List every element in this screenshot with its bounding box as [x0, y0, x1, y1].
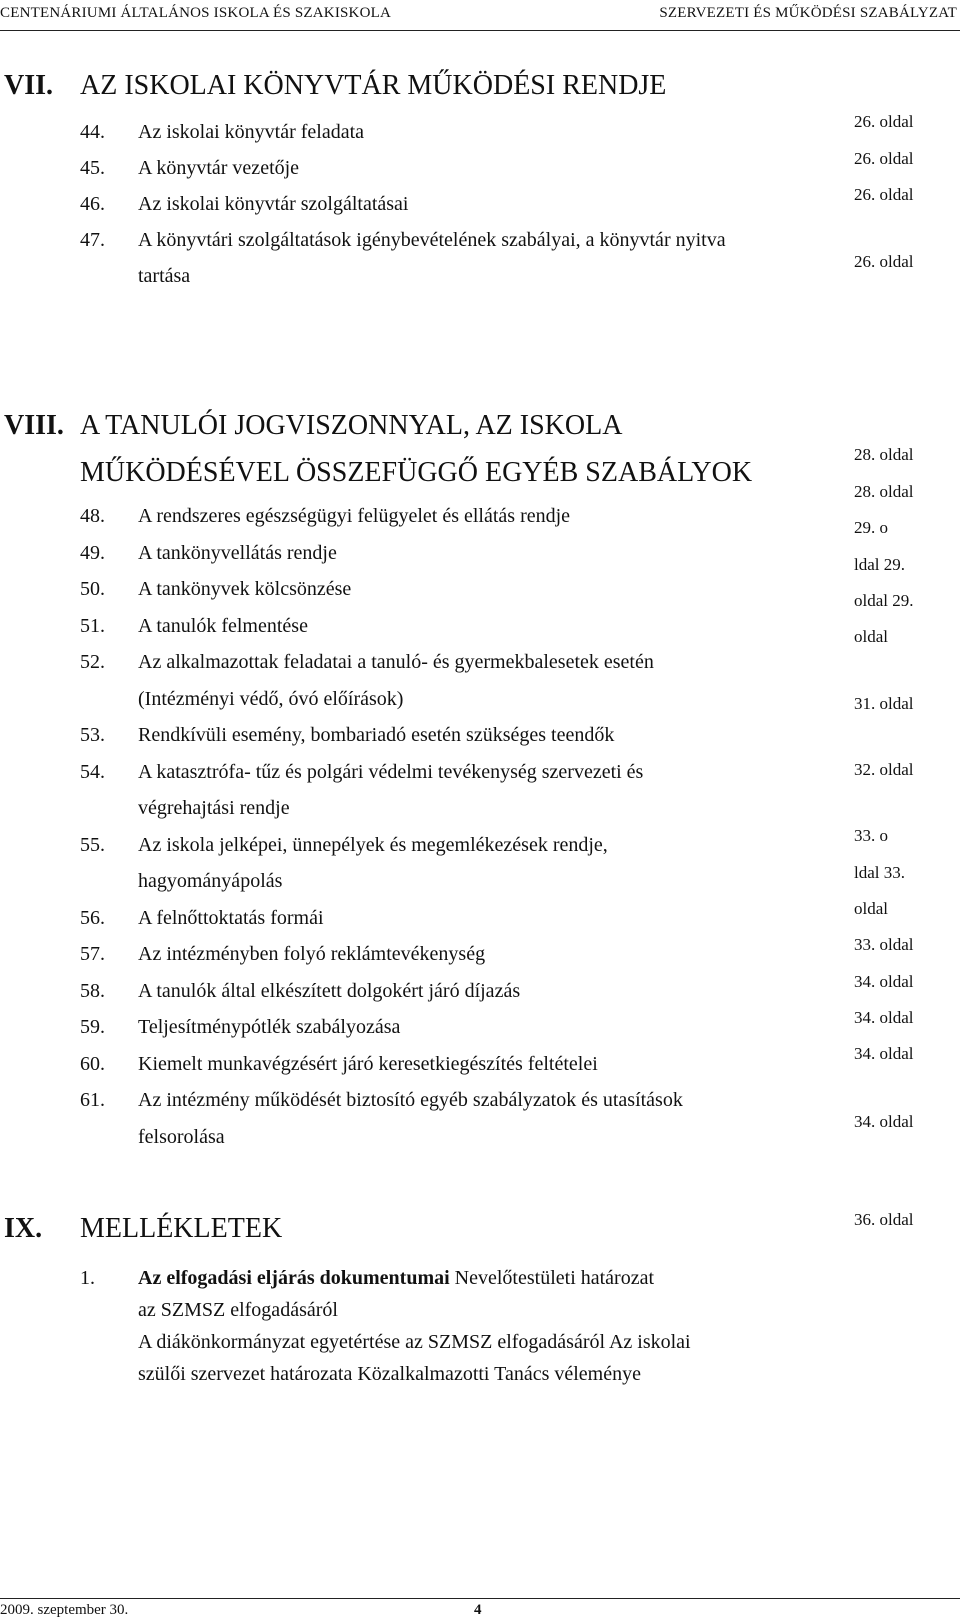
toc-item-text-continued[interactable]: felsorolása [138, 1126, 225, 1148]
toc-item-text[interactable]: Rendkívüli esemény, bombariadó esetén szükséges teendők [138, 724, 615, 746]
toc-page-ref: 34. oldal [854, 972, 914, 991]
appendix-item-title: Az elfogadási eljárás dokumentumai [138, 1267, 450, 1289]
toc-item-text[interactable]: Kiemelt munkavégzésért járó keresetkiegészítés feltételei [138, 1053, 598, 1075]
toc-item-number: 54. [80, 761, 105, 783]
toc-page-ref: 33. o [854, 826, 888, 845]
toc-item-number: 61. [80, 1089, 105, 1111]
toc-item-number: 60. [80, 1053, 105, 1075]
toc-page-ref: 28. oldal [854, 482, 914, 501]
toc-item-number: 58. [80, 980, 105, 1002]
appendix-item-rest: Nevelőtestületi határozat [449, 1267, 655, 1289]
footer-page-number: 4 [474, 1602, 482, 1618]
section-9-title: MELLÉKLETEK [80, 1213, 283, 1244]
toc-page-ref: 26. oldal [854, 149, 914, 168]
toc-page-ref: 34. oldal [854, 1044, 914, 1063]
toc-page-ref: 28. oldal [854, 445, 914, 464]
toc-item-text[interactable]: A felnőttoktatás formái [138, 907, 324, 929]
appendix-item-line1[interactable] [138, 1267, 654, 1290]
toc-item-number: 45. [80, 157, 105, 179]
section-7-title: AZ ISKOLAI KÖNYVTÁR MŰKÖDÉSI RENDJE [80, 70, 667, 101]
toc-item-number: 59. [80, 1016, 105, 1038]
toc-item-text-continued[interactable]: végrehajtási rendje [138, 797, 290, 819]
toc-page-ref: 29. o [854, 518, 888, 537]
toc-item-number: 56. [80, 907, 105, 929]
toc-item-number: 49. [80, 542, 105, 564]
toc-page-ref: 33. oldal [854, 935, 914, 954]
toc-item-number: 48. [80, 505, 105, 527]
toc-item-number: 53. [80, 724, 105, 746]
toc-item-number: 55. [80, 834, 105, 856]
toc-page-ref: 34. oldal [854, 1112, 914, 1131]
header-document-title: SZERVEZETI ÉS MŰKÖDÉSI SZABÁLYZAT [659, 5, 957, 21]
toc-page-ref: 34. oldal [854, 1008, 914, 1027]
toc-page-ref: oldal [854, 899, 888, 918]
toc-item-text[interactable]: A könyvtár vezetője [138, 157, 300, 179]
toc-page-ref: oldal 29. [854, 591, 914, 610]
toc-item-number: 57. [80, 943, 105, 965]
toc-page-ref: ldal 29. [854, 555, 905, 574]
toc-item-number: 52. [80, 651, 105, 673]
appendix-item-line: szülői szervezet határozata Közalkalmazotti Tanács véleménye [138, 1363, 641, 1385]
toc-page-ref: 26. oldal [854, 185, 914, 204]
appendix-item-line: A diákönkormányzat egyetértése az SZMSZ elfogadásáról Az iskolai [138, 1331, 691, 1353]
toc-page-ref: 26. oldal [854, 252, 914, 271]
toc-item-text[interactable]: A tanulók által elkészített dolgokért járó díjazás [138, 980, 521, 1002]
toc-item-text[interactable]: Teljesítménypótlék szabályozása [138, 1016, 401, 1038]
toc-item-text-continued[interactable]: (Intézményi védő, óvó előírások) [138, 688, 404, 710]
toc-item-number: 47. [80, 229, 105, 251]
toc-item-text[interactable]: Az iskolai könyvtár feladata [138, 121, 365, 143]
toc-item-text[interactable]: Az iskolai könyvtár szolgáltatásai [138, 193, 409, 215]
toc-item-text[interactable]: Az intézmény működését biztosító egyéb szabályzatok és utasítások [138, 1089, 683, 1111]
toc-item-text[interactable]: A tankönyvek kölcsönzése [138, 578, 352, 600]
toc-page-ref: ldal 33. [854, 863, 905, 882]
toc-page-ref: 32. oldal [854, 760, 914, 779]
toc-item-text[interactable]: A rendszeres egészségügyi felügyelet és ellátás rendje [138, 505, 571, 527]
header-school-name: CENTENÁRIUMI ÁLTALÁNOS ISKOLA ÉS SZAKISKOLA [0, 5, 392, 21]
toc-page-ref: oldal [854, 627, 888, 646]
toc-item-text[interactable]: A tanulók felmentése [138, 615, 308, 637]
toc-item-text[interactable]: Az alkalmazottak feladatai a tanuló- és gyermekbalesetek esetén [138, 651, 654, 673]
appendix-item-number: 1. [80, 1267, 95, 1289]
toc-page-ref: 36. oldal [854, 1210, 914, 1229]
toc-item-text[interactable]: A katasztrófa- tűz és polgári védelmi tevékenység szervezeti és [138, 761, 644, 783]
header-rule [0, 30, 960, 31]
toc-item-number: 46. [80, 193, 105, 215]
toc-item-number: 51. [80, 615, 105, 637]
toc-item-text[interactable]: Az iskola jelképei, ünnepélyek és megemlékezések rendje, [138, 834, 608, 856]
toc-item-number: 50. [80, 578, 105, 600]
footer-rule [0, 1598, 960, 1599]
toc-page-ref: 31. oldal [854, 694, 914, 713]
footer-date: 2009. szeptember 30. [0, 1602, 129, 1618]
toc-item-text-continued[interactable]: tartása [138, 265, 191, 287]
section-8-title-line1: A TANULÓI JOGVISZONNYAL, AZ ISKOLA [80, 410, 623, 441]
section-9-number: IX. [4, 1213, 43, 1244]
toc-item-text-continued[interactable]: hagyományápolás [138, 870, 283, 892]
section-7-number: VII. [4, 70, 54, 101]
toc-page-ref: 26. oldal [854, 112, 914, 131]
toc-item-text[interactable]: Az intézményben folyó reklámtevékenység [138, 943, 486, 965]
appendix-item-line: az SZMSZ elfogadásáról [138, 1299, 338, 1321]
toc-item-text[interactable]: A tankönyvellátás rendje [138, 542, 337, 564]
section-8-number: VIII. [4, 410, 64, 441]
section-8-title-line2: MŰKÖDÉSÉVEL ÖSSZEFÜGGŐ EGYÉB SZABÁLYOK [80, 457, 753, 488]
toc-item-text[interactable]: A könyvtári szolgáltatások igénybevételének szabályai, a könyvtár nyitva [138, 229, 726, 251]
toc-item-number: 44. [80, 121, 105, 143]
